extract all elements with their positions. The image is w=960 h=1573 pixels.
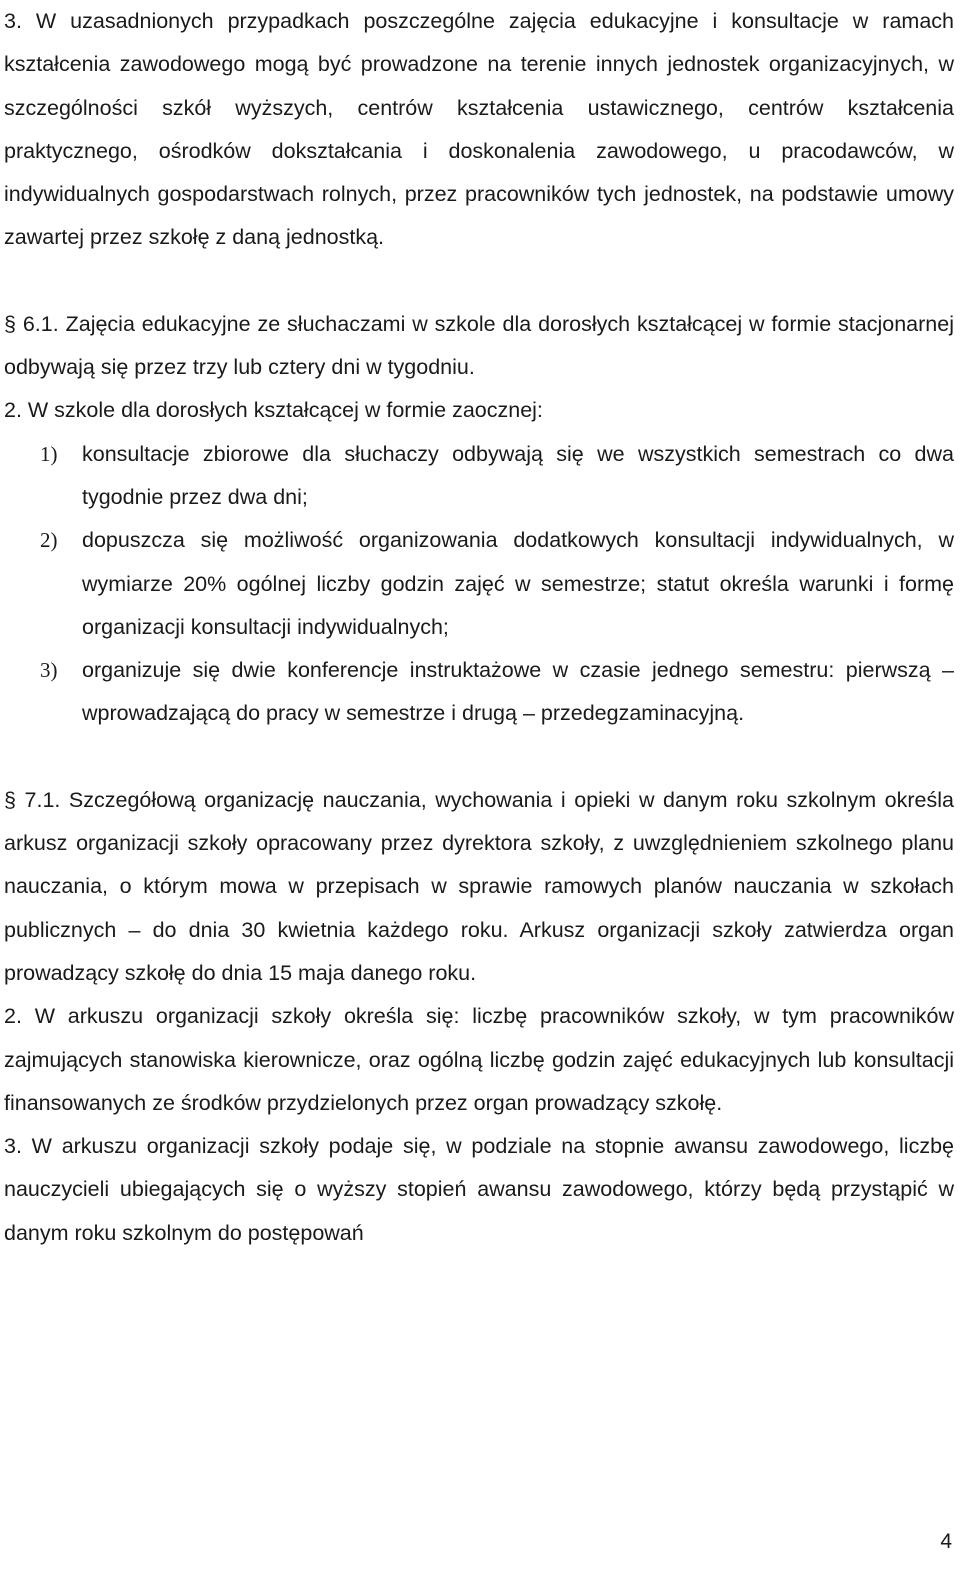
section-6-2: 2. W szkole dla dorosłych kształcącej w formie zaocznej: (4, 398, 543, 423)
list-item-number: 1) (40, 441, 58, 466)
list-item-text: dopuszcza się możliwość organizowania dodatkowych konsultacji indywidualnych, w wymiarze 20% ogólnej liczby godzin zajęć w semestrze; statut określa warunki i formę organizacji konsultacji indywidualnych; (82, 528, 954, 639)
section-7-1: § 7.1. Szczegółową organizację nauczania, wychowania i opieki w danym roku szkolnym określa arkusz organizacji szkoły opracowany przez dyrektora szkoły, z uwzględnieniem szkolnego planu nauczania, o którym mowa w przepisach w sprawie ramowych planów nauczania w szkołach publicznych – do dnia 30 kwietnia każdego roku. Arkusz organizacji szkoły zatwierdza organ prowadzący szkołę do dnia 15 maja danego roku. (4, 787, 954, 985)
list-item-number: 3) (40, 658, 58, 683)
section-7-3: 3. W arkuszu organizacji szkoły podaje się, w podziale na stopnie awansu zawodowego, liczbę nauczycieli ubiegających się o wyższy stopień awansu zawodowego, którzy będą przystąpić w danym roku szkolnym do postępowań (4, 1134, 954, 1245)
list-item (4, 519, 954, 649)
list-item-text: konsultacje zbiorowe dla słuchaczy odbywają się we wszystkich semestrach co dwa tygodnie przez dwa dni; (82, 441, 954, 509)
list-item-number: 2) (40, 528, 58, 553)
page-number: 4 (940, 1530, 952, 1553)
document-page (4, 0, 954, 1255)
section-7-2: 2. W arkuszu organizacji szkoły określa się: liczbę pracowników szkoły, w tym pracowników zajmujących stanowiska kierownicze, oraz ogólną liczbę godzin zajęć edukacyjnych lub konsultacji finansowanych ze środków przydzielonych przez organ prowadzący szkołę. (4, 1004, 954, 1115)
list-item (4, 649, 954, 736)
list-item-text: organizuje się dwie konferencje instruktażowe w czasie jednego semestru: pierwszą – wprowadzającą do pracy w semestrze i drugą – przedegzaminacyjną. (82, 658, 954, 726)
list-item (4, 433, 954, 520)
paragraph-3: 3. W uzasadnionych przypadkach poszczególne zajęcia edukacyjne i konsultacje w ramach kształcenia zawodowego mogą być prowadzone na terenie innych jednostek organizacyjnych, w szczególności szkół wyższych, centrów kształcenia ustawicznego, centrów kształcenia praktycznego, ośrodków dokształcania i doskonalenia zawodowego, u pracodawców, w indywidualnych gospodarstwach rolnych, przez pracowników tych jednostek, na podstawie umowy zawartej przez szkołę z daną jednostką. (4, 9, 954, 250)
section-6-1: § 6.1. Zajęcia edukacyjne ze słuchaczami w szkole dla dorosłych kształcącej w formie stacjonarnej odbywają się przez trzy lub cztery dni w tygodniu. (4, 311, 954, 380)
